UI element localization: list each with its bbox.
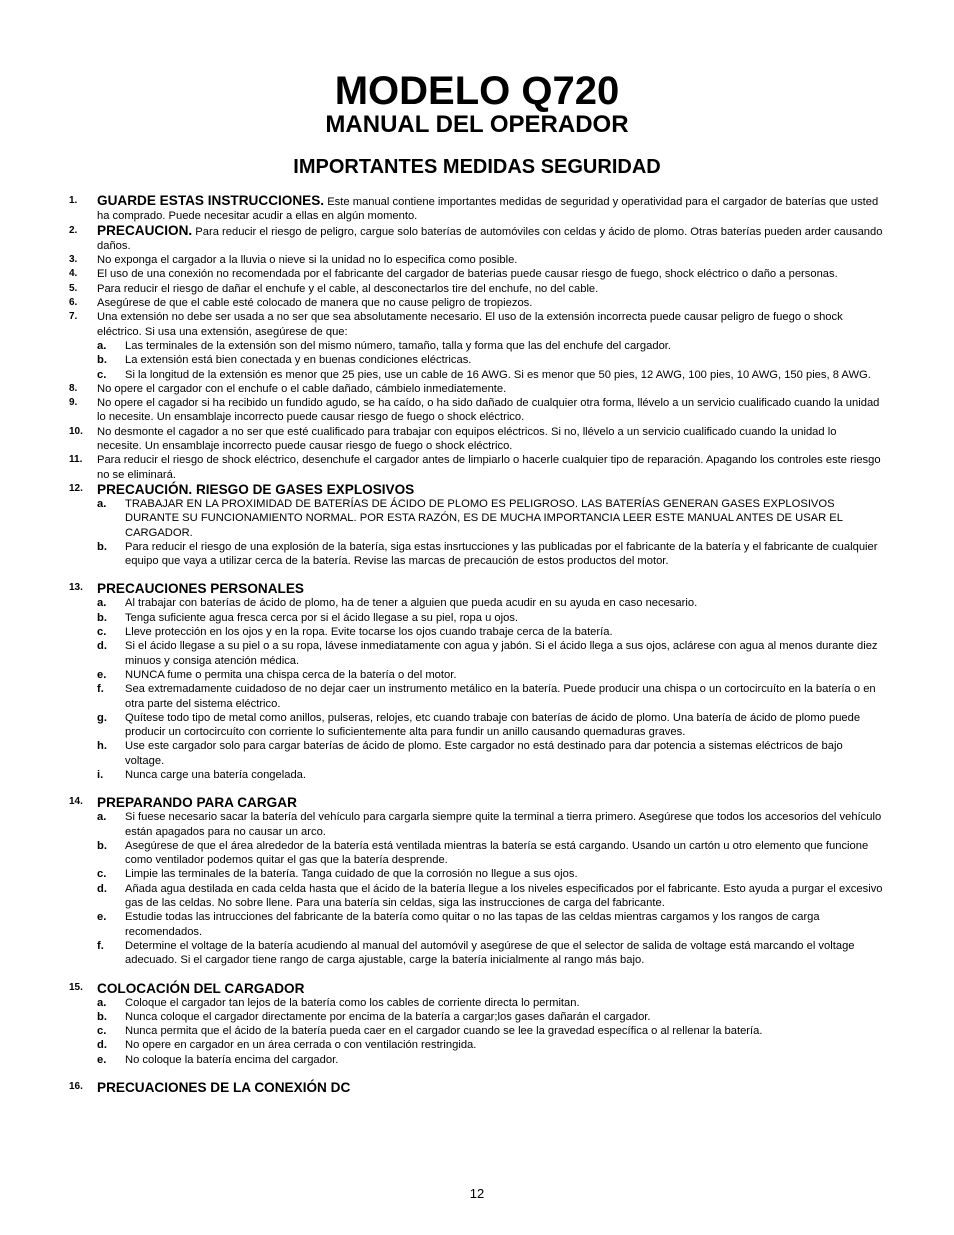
sub-item-letter: c. bbox=[97, 626, 107, 639]
list-item bbox=[69, 382, 884, 396]
sub-item-text: NUNCA fume o permita una chispa cerca de la batería o del motor. bbox=[125, 668, 457, 681]
item-body: No opere el cagador si ha recibido un fundido agudo, se ha caído, o ha sido dañado de cualquier otra forma, llévelo a un servicio cualificado cuando la unidad lo necesite. Un ensamblaje incorrecto puede causar riesgo de fuego o shock eléctrico. bbox=[97, 397, 880, 424]
section-spacer bbox=[69, 568, 884, 581]
item-body: Una extensión no debe ser usada a no ser que sea absolutamente necesario. El uso de la extensión incorrecta puede causar peligro de fuego o shock eléctrico. Si usa una extensión, asegúrese de que: bbox=[97, 311, 843, 338]
sub-item-text: Lleve protección en los ojos y en la ropa. Evite tocarse los ojos cuando trabaje cerca de la batería. bbox=[125, 626, 613, 639]
item-body: El uso de una conexión no recomendada por el fabricante del cargador de baterias puede causar riesgo de fuego, shock eléctrico o daño a personas. bbox=[97, 268, 838, 281]
item-number: 9. bbox=[69, 397, 78, 409]
section-spacer bbox=[69, 1067, 884, 1080]
item-number: 15. bbox=[69, 981, 83, 993]
sub-item bbox=[97, 768, 884, 782]
item-body: No desmonte el cagador a no ser que esté cualificado para trabajar con equipos eléctricos. Si no, llévelo a un servicio cualificado cuando la unidad lo necesite. Un ensamblaje incorrecto puede causar riesgo de fuego o shock eléctrico. bbox=[97, 425, 837, 453]
sub-item-text: Quítese todo tipo de metal como anillos, pulseras, relojes, etc cuando trabaje con baterías de ácido de plomo. Una batería de ácido de plomo puede producir un cortocircuíto con corriente lo suficientemente alta para fundir un anillo causando quemaduras graves. bbox=[125, 711, 861, 739]
sub-item-text: Nunca permita que el ácido de la batería pueda caer en el cargador cuando se lee la gravedad específica o al rellenar la batería. bbox=[125, 1025, 763, 1038]
sub-item bbox=[97, 368, 884, 382]
item-body: Para reducir el riesgo de shock eléctrico, desenchufe el cargador antes de limpiarlo o hacerle cualquier tipo de reparación. Apagando los controles este riesgo no se eliminará. bbox=[97, 454, 881, 481]
list-item bbox=[69, 253, 884, 267]
section-spacer bbox=[69, 968, 884, 981]
item-lead: GUARDE ESTAS INSTRUCCIONES. bbox=[97, 193, 325, 208]
sub-item-letter: f. bbox=[97, 683, 104, 696]
sub-item-text: La extensión está bien conectada y en buenas condiciones eléctricas. bbox=[125, 354, 472, 367]
sub-item-letter: f. bbox=[97, 939, 104, 952]
sub-item-letter: i. bbox=[97, 768, 104, 781]
list-item bbox=[69, 482, 884, 568]
item-number: 16. bbox=[69, 1081, 83, 1093]
item-number: 3. bbox=[69, 254, 78, 266]
section-heading: IMPORTANTES MEDIDAS SEGURIDAD bbox=[293, 156, 661, 178]
sub-item-text: TRABAJAR EN LA PROXIMIDAD DE BATERÍAS DE ÁCIDO DE PLOMO ES PELIGROSO. LAS BATERÍAS GENERAN GASES EXPLOSIVOS DURANTE SU FUNCIONAMIENTO NORMAL. POR ESTA RAZÓN, ES DE MUCHA IMPORTANCIA LEER ESTE MANUAL ANTES DE USAR EL CARGADOR. bbox=[125, 497, 843, 539]
item-text bbox=[97, 282, 884, 296]
item-body: No exponga el cargador a la lluvia o nieve si la unidad no lo especifica como posible. bbox=[97, 254, 518, 267]
sub-item-text: Asegúrese de que el área alrededor de la batería está ventilada mientras la batería se está cargando. Usando un cartón u otro elemento que funcione como ventilador podemos quitar el gas que la batería desprende. bbox=[125, 839, 869, 867]
document-title: MODELO Q720 bbox=[334, 69, 620, 113]
sub-item-text: Si la longitud de la extensión es menor que 25 pies, use un cable de 16 AWG. Si es menor que 50 pies, 12 AWG, 100 pies, 10 AWG, 150 pies, 8 AWG. bbox=[125, 368, 871, 381]
sub-item-letter: c. bbox=[97, 868, 107, 881]
list-item bbox=[69, 296, 884, 310]
list-item bbox=[69, 795, 884, 967]
sub-item bbox=[97, 1038, 884, 1052]
item-number: 5. bbox=[69, 282, 78, 294]
item-number: 11. bbox=[69, 454, 83, 466]
sub-item bbox=[97, 839, 884, 868]
sub-item-text: Si el ácido llegase a su piel o a su ropa, lávese inmediatamente con agua y jabón. Si el ácido llega a sus ojos, aclárese con agua al menos durante diez minuos y consiga atención médica. bbox=[125, 640, 878, 667]
item-text bbox=[97, 296, 884, 310]
item-number: 4. bbox=[69, 268, 78, 280]
sub-item-text: Use este cargador solo para cargar baterías de ácido de plomo. Este cargador no está destinado para dar potencia a sistemas eléctricos de bajo voltage. bbox=[125, 740, 843, 767]
sub-item bbox=[97, 540, 884, 569]
item-body: Asegúrese de que el cable esté colocado de manera que no cause peligro de tropiezos. bbox=[97, 297, 533, 310]
sub-item bbox=[97, 882, 884, 911]
document-subtitle: MANUAL DEL OPERADOR bbox=[325, 111, 629, 138]
sub-item-letter: b. bbox=[97, 1010, 107, 1023]
sub-item-letter: c. bbox=[97, 368, 107, 381]
subsection-title: PRECAUCIÓN. RIESGO DE GASES EXPLOSIVOS bbox=[97, 481, 415, 497]
item-text bbox=[97, 267, 884, 281]
sub-item bbox=[97, 1053, 884, 1067]
sub-item-text: Las terminales de la extensión son del mismo número, tamaño, talla y forma que las del enchufe del cargador. bbox=[125, 339, 672, 352]
sub-item-letter: d. bbox=[97, 1039, 107, 1052]
sub-item bbox=[97, 682, 884, 711]
item-text bbox=[97, 425, 884, 454]
sub-item-letter: b. bbox=[97, 839, 107, 852]
sub-item bbox=[97, 810, 884, 839]
sub-item-text: No coloque la batería encima del cargador. bbox=[125, 1053, 339, 1066]
sub-item-text: Añada agua destilada en cada celda hasta que el ácido de la batería llegue a los niveles especificados por el fabricante. Esto ayuda a purgar el excesivo gas de las celdas. No sobre llene. Para una batería sin celdas, siga las instrucciones de carga del fabricante. bbox=[125, 882, 883, 910]
item-body: Este manual contiene importantes medidas de seguridad y operatividad para el cargador de baterías que usted ha comprado. Puede necesitar acudir a ellas en algún momento. bbox=[97, 196, 879, 223]
item-text bbox=[97, 253, 884, 267]
item-number: 6. bbox=[69, 297, 78, 309]
sub-item bbox=[97, 711, 884, 740]
item-number: 8. bbox=[69, 382, 78, 394]
sub-item bbox=[97, 353, 884, 367]
item-text bbox=[97, 194, 884, 224]
sub-item-text: Limpie las terminales de la batería. Tanga cuidado de que la corrosión no llegue a sus ojos. bbox=[125, 868, 578, 881]
sub-item-letter: a. bbox=[97, 811, 107, 824]
sub-item bbox=[97, 867, 884, 881]
item-text bbox=[97, 224, 884, 254]
subsection-title: COLOCACIÓN DEL CARGADOR bbox=[97, 980, 305, 996]
list-item bbox=[69, 1080, 884, 1095]
item-body: No opere el cargador con el enchufe o el cable dañado, cámbielo inmediatemente. bbox=[97, 382, 507, 395]
list-item bbox=[69, 453, 884, 482]
sub-item-text: Determine el voltage de la batería acudiendo al manual del automóvil y asegúrese de que el selector de salida de voltage está marcando el voltage adecuado. Si el cargador tiene rango de carga ajustable, carge la batería inicialmente al rango más bajo. bbox=[125, 939, 855, 967]
sub-item-letter: e. bbox=[97, 1053, 107, 1066]
safety-instructions-list bbox=[69, 194, 884, 1095]
section-spacer bbox=[69, 782, 884, 795]
sub-item-letter: b. bbox=[97, 354, 107, 367]
sub-item-letter: d. bbox=[97, 640, 107, 653]
item-number: 10. bbox=[69, 425, 83, 437]
list-item bbox=[69, 396, 884, 425]
sub-item-text: Para reducir el riesgo de una explosión de la batería, siga estas insrtucciones y las publicadas por el fabricante de la batería y el fabricante de cualquier equipo que vaya a utilizar cerca de la batería. Revise las marcas de precaución de estos productos del motor. bbox=[125, 540, 878, 568]
sub-item-letter: a. bbox=[97, 339, 107, 352]
sub-item bbox=[97, 625, 884, 639]
sub-item bbox=[97, 1024, 884, 1038]
sub-item-text: Tenga suficiente agua fresca cerca por si el ácido llegase a su piel, ropa u ojos. bbox=[125, 611, 519, 624]
sub-item-text: No opere en cargador en un área cerrada o con ventilación restringida. bbox=[125, 1039, 477, 1052]
list-item bbox=[69, 194, 884, 224]
item-text bbox=[97, 382, 884, 396]
list-item bbox=[69, 425, 884, 454]
subsection-title: PRECAUCIONES PERSONALES bbox=[97, 581, 304, 597]
item-body: Para reducir el riesgo de peligro, cargue solo baterías de automóviles con celdas y ácido de plomo. Otras baterías pueden arder causando daños. bbox=[97, 225, 883, 252]
item-number: 12. bbox=[69, 482, 83, 494]
sub-item bbox=[97, 639, 884, 668]
sub-item-letter: a. bbox=[97, 996, 107, 1009]
page-number: 12 bbox=[469, 1186, 485, 1201]
item-number: 7. bbox=[69, 311, 78, 323]
sub-item bbox=[97, 596, 884, 610]
sub-item bbox=[97, 939, 884, 968]
list-item bbox=[69, 282, 884, 296]
sub-item bbox=[97, 611, 884, 625]
list-item bbox=[69, 581, 884, 782]
item-number: 14. bbox=[69, 796, 83, 808]
item-text bbox=[97, 310, 884, 339]
list-item bbox=[69, 224, 884, 254]
sub-item bbox=[97, 996, 884, 1010]
sub-item-text: Sea extremadamente cuidadoso de no dejar caer un instrumento metálico en la batería. Puede producir una chispa o un cortocircuíto en la batería o en otra parte del sistema eléctrico. bbox=[125, 683, 876, 710]
sub-item-letter: d. bbox=[97, 882, 107, 895]
item-number: 1. bbox=[69, 195, 78, 206]
item-number: 2. bbox=[69, 224, 78, 236]
sub-item-text: Al trabajar con baterías de ácido de plomo, ha de tener a alguien que pueda acudir en su ayuda en caso necesario. bbox=[125, 597, 698, 610]
list-item bbox=[69, 267, 884, 281]
sub-item-letter: c. bbox=[97, 1025, 107, 1038]
sub-item-text: Si fuese necesario sacar la batería del vehículo para cargarla siempre quite la terminal a tierra primero. Asegúrese que todos los accesorios del vehículo están apagados para no causar un arco. bbox=[125, 811, 882, 838]
item-body: Para reducir el riesgo de dañar el enchufe y el cable, al desconectarlos tire del enchufe, no del cable. bbox=[97, 282, 599, 295]
sub-item-text: Nunca carge una batería congelada. bbox=[125, 768, 306, 781]
sub-item-letter: b. bbox=[97, 611, 107, 624]
sub-item-text: Nunca coloque el cargador directamente por encima de la batería a cargar;los gases dañarán el cargador. bbox=[125, 1010, 651, 1023]
sub-item bbox=[97, 739, 884, 768]
item-number: 13. bbox=[69, 582, 83, 594]
sub-item-letter: g. bbox=[97, 711, 107, 724]
subsection-title: PREPARANDO PARA CARGAR bbox=[97, 795, 297, 811]
subsection-title: PRECUACIONES DE LA CONEXIÓN DC bbox=[97, 1080, 351, 1096]
list-item bbox=[69, 981, 884, 1067]
item-text bbox=[97, 396, 884, 425]
item-lead: PRECAUCION. bbox=[97, 222, 193, 238]
item-text bbox=[97, 453, 884, 482]
list-item bbox=[69, 310, 884, 381]
sub-item-letter: h. bbox=[97, 740, 107, 753]
sub-item-letter: a. bbox=[97, 597, 107, 610]
sub-item-text: Coloque el cargador tan lejos de la batería como los cables de corriente directa lo permitan. bbox=[125, 996, 580, 1009]
sub-item-letter: a. bbox=[97, 497, 107, 510]
sub-item bbox=[97, 497, 884, 540]
sub-item bbox=[97, 668, 884, 682]
sub-item bbox=[97, 339, 884, 353]
sub-item-text: Estudie todas las intrucciones del fabricante de la batería como quitar o no las tapas de las celdas mientras cargamos y los rangos de carga recomendados. bbox=[125, 911, 820, 938]
sub-item bbox=[97, 1010, 884, 1024]
sub-item-letter: e. bbox=[97, 911, 107, 924]
sub-item-letter: e. bbox=[97, 668, 107, 681]
sub-item bbox=[97, 910, 884, 939]
sub-item-letter: b. bbox=[97, 540, 107, 553]
